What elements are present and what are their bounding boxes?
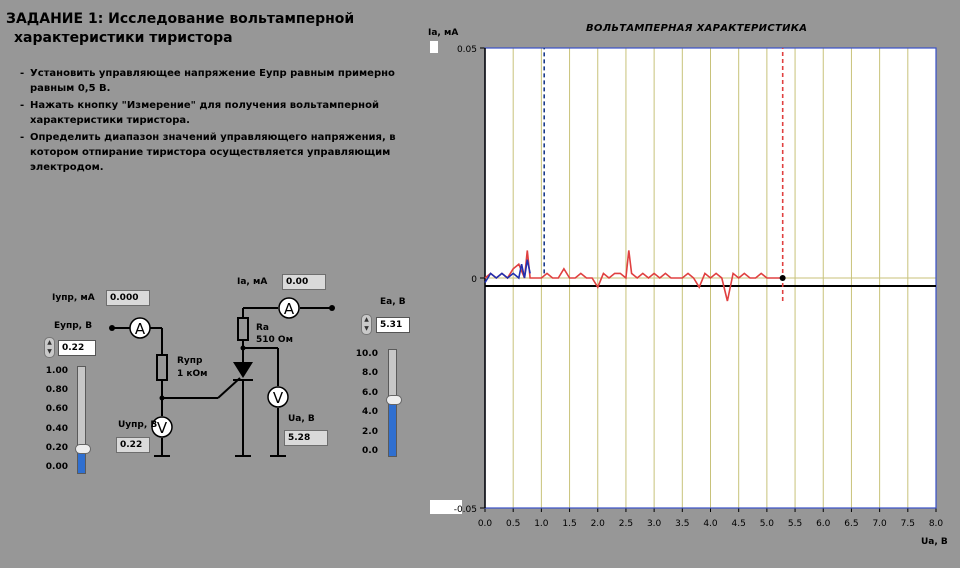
eupr-numeric-input[interactable]: 0.22 — [58, 340, 96, 356]
ua-indicator: 5.28 — [284, 430, 328, 446]
uupr-indicator: 0.22 — [116, 437, 150, 453]
x-tick-label: 6.0 — [816, 519, 831, 529]
eupr-slider[interactable] — [75, 366, 95, 476]
iupr-indicator: 0.000 — [106, 290, 150, 306]
eupr-tick: 0.40 — [45, 424, 68, 434]
task-title-line1: ЗАДАНИЕ 1: Исследование вольтамперной — [6, 11, 355, 27]
eupr-tick: 0.80 — [45, 385, 68, 395]
eupr-scale — [38, 366, 68, 474]
ea-tick: 6.0 — [362, 388, 378, 398]
x-tick-label: 7.5 — [900, 519, 915, 529]
cursor-point — [780, 275, 786, 281]
x-tick-label: 0.0 — [477, 519, 493, 529]
eupr-slider-thumb[interactable] — [75, 444, 91, 454]
ea-tick: 0.0 — [362, 446, 378, 456]
ea-numeric-input[interactable]: 5.31 — [376, 317, 410, 333]
x-tick-label: 5.5 — [787, 519, 803, 529]
eupr-spinner[interactable]: ▲ ▼ — [44, 337, 55, 358]
x-tick-label: 5.0 — [759, 519, 775, 529]
ea-tick: 10.0 — [355, 349, 378, 359]
ea-tick: 4.0 — [362, 407, 378, 417]
x-tick-label: 2.0 — [590, 519, 605, 529]
x-tick-label: 3.5 — [675, 519, 690, 529]
x-tick-label: 7.0 — [872, 519, 887, 529]
meter-symbol: V — [156, 419, 168, 437]
iupr-label: Iупр, мА — [52, 293, 95, 303]
rupr-label: Rупр — [177, 356, 203, 366]
meter-symbol: A — [134, 320, 146, 338]
graph-y-label: Ia, мА — [428, 28, 459, 38]
ra-value-label: 510 Ом — [256, 335, 293, 345]
thyristor-symbol — [233, 362, 253, 378]
ia-label: Ia, мА — [237, 277, 268, 287]
ea-slider-fill — [388, 402, 397, 457]
x-tick-label: 2.5 — [618, 519, 634, 529]
ea-tick: 2.0 — [362, 427, 378, 437]
meter-symbol: V — [272, 389, 284, 407]
ua-label: Ua, В — [288, 414, 315, 424]
ea-label: Еa, В — [380, 297, 406, 307]
rupr-value-label: 1 кОм — [177, 369, 208, 379]
x-tick-label: 0.5 — [506, 519, 521, 529]
x-tick-label: 4.5 — [731, 519, 746, 529]
x-tick-label: 1.0 — [534, 519, 549, 529]
meter-symbol: A — [283, 300, 295, 318]
eupr-tick: 0.00 — [45, 462, 68, 472]
x-tick-label: 4.0 — [703, 519, 718, 529]
instruction-step: - Установить управляющее напряжение Еупр равным примерно равным 0,5 В. — [20, 66, 400, 96]
uupr-label: Uупр, В — [118, 420, 158, 430]
instruction-step: - Нажать кнопку "Измерение" для получения вольтамперной характеристики тиристора. — [20, 98, 400, 128]
ra-label: Ra — [256, 323, 270, 333]
ra-resistor — [238, 318, 248, 340]
eupr-slider-fill — [77, 451, 86, 474]
instruction-step: - Определить диапазон значений управляющего напряжения, в котором отпирание тиристора осуществляется управляющим электродом. — [20, 130, 400, 175]
task-title-line2: характеристики тиристора — [14, 30, 233, 46]
graph-title: ВОЛЬТАМПЕРНАЯ ХАРАКТЕРИСТИКА — [586, 23, 808, 34]
ea-spinner[interactable]: ▲ ▼ — [361, 314, 372, 335]
ia-indicator: 0.00 — [282, 274, 326, 290]
x-tick-label: 1.5 — [562, 519, 577, 529]
ea-slider[interactable] — [386, 349, 406, 459]
ea-scale — [348, 349, 378, 457]
x-tick-label: 6.5 — [844, 519, 859, 529]
y-tick-label: 0.05 — [456, 45, 477, 55]
eupr-tick: 0.20 — [45, 443, 68, 453]
x-tick-label: 3.0 — [646, 519, 662, 529]
eupr-label: Еупр, В — [54, 321, 93, 331]
ea-tick: 8.0 — [362, 368, 378, 378]
rupr-resistor — [157, 355, 167, 380]
eupr-tick: 0.60 — [45, 404, 68, 414]
eupr-tick: 1.00 — [45, 366, 68, 376]
x-tick-label: 8.0 — [928, 519, 944, 529]
thyristor-circuit-diagram — [0, 0, 420, 568]
vac-graph[interactable] — [420, 40, 944, 540]
ea-slider-thumb[interactable] — [386, 395, 402, 405]
graph-x-label: Ua, В — [921, 537, 948, 547]
y-tick-label: 0 — [471, 275, 477, 285]
y-tick-label: -0.05 — [453, 505, 477, 515]
